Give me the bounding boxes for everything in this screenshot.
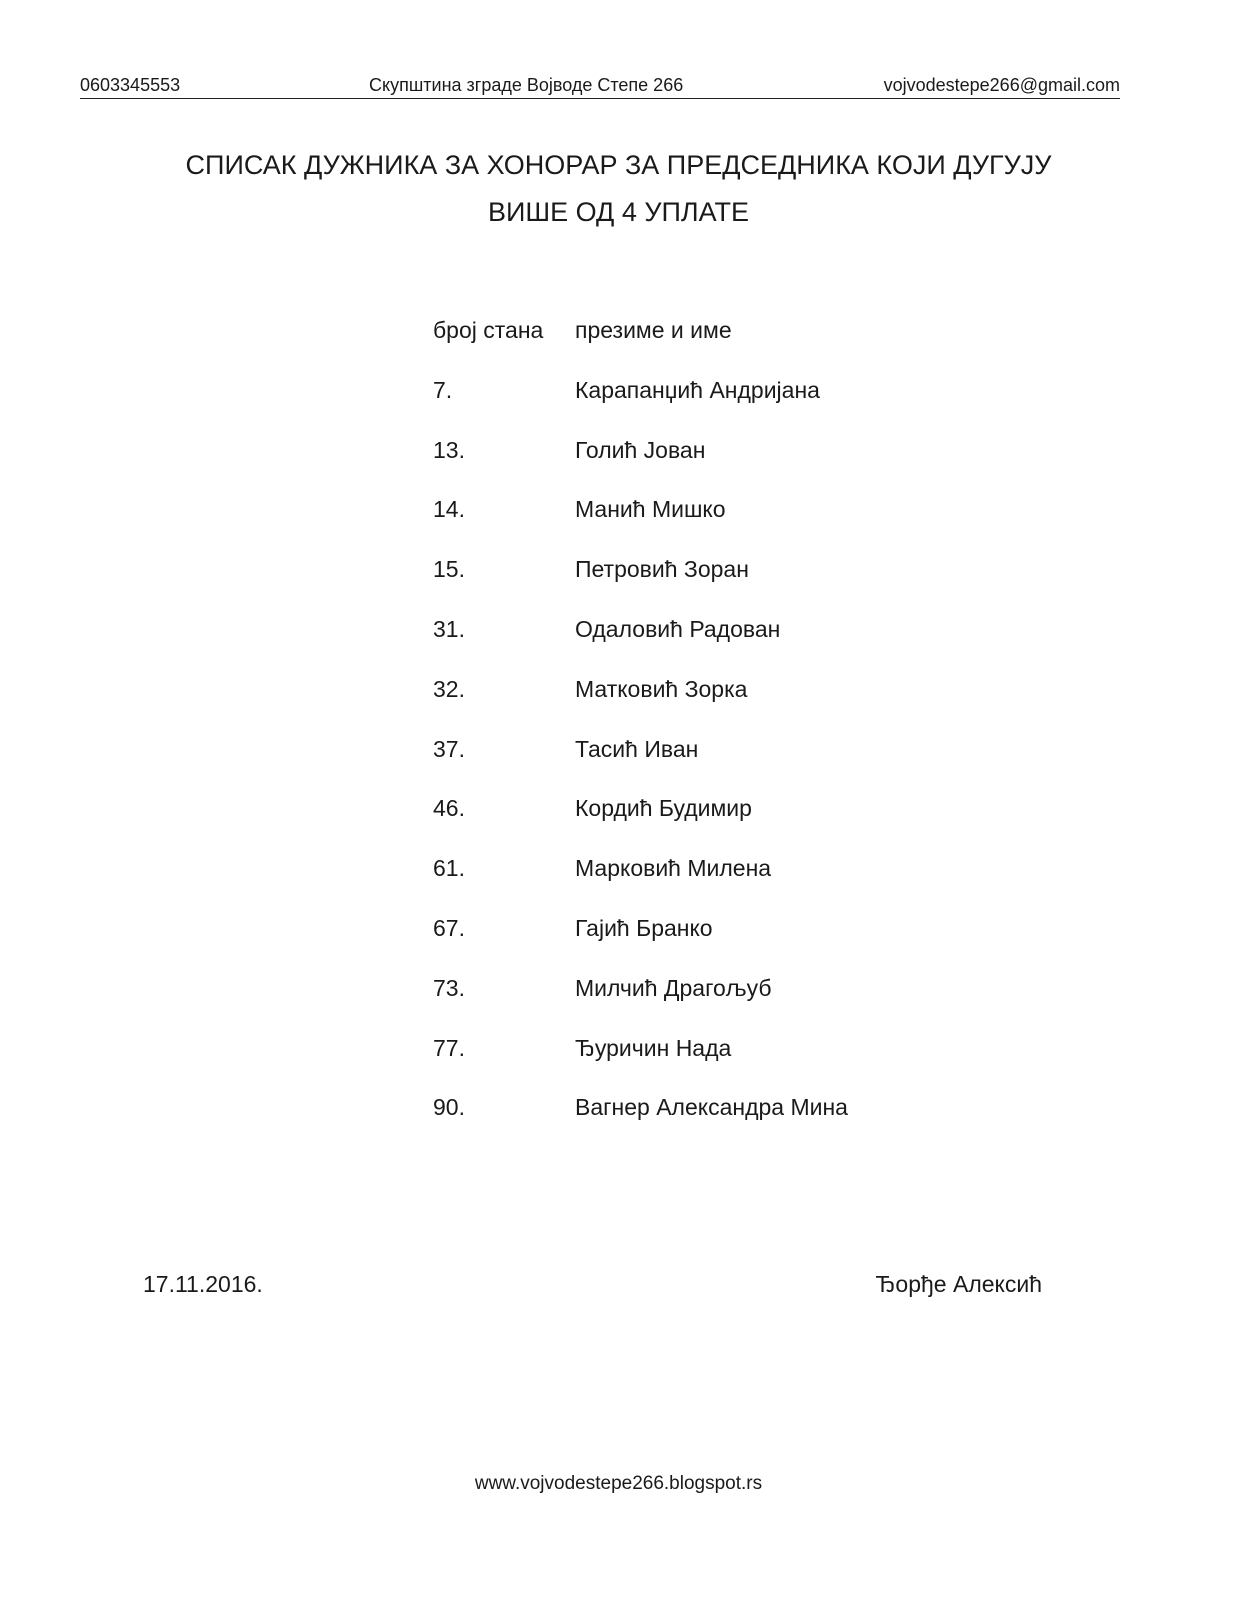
apartment-number: 32. [433,675,465,702]
debtor-name: Вагнер Александра Мина [575,1094,848,1121]
header-assembly: Скупштина зграде Војводе Степе 266 [369,75,684,95]
debtor-name: Кордић Будимир [575,795,752,822]
debtor-name: Карапанџић Андријана [575,376,820,403]
table-row [433,555,953,615]
table-row [433,495,953,555]
document-title-line-1: СПИСАК ДУЖНИКА ЗА ХОНОРАР ЗА ПРЕДСЕДНИКА КОЈИ ДУГУЈУ [185,150,1052,180]
table-row [433,1034,953,1094]
apartment-number: 90. [433,1094,465,1121]
table-header-row [433,316,953,376]
table-row [433,436,953,496]
debtor-name: Марковић Милена [575,855,772,882]
debtor-name: Ђуричин Нада [575,1034,732,1061]
header-email: vojvodestepe266@gmail.com [883,75,1120,95]
apartment-number: 14. [433,496,465,523]
apartment-number: 31. [433,615,465,642]
debtor-name: Тасић Иван [575,735,699,762]
apartment-number: 67. [433,914,465,941]
apartment-number: 15. [433,556,465,583]
document-date: 17.11.2016. [143,1271,263,1297]
column-header-apartment: број стана [433,317,544,343]
page-header [80,74,1120,99]
debtors-table [433,316,953,1153]
table-row [433,974,953,1034]
debtor-name: Гајић Бранко [575,914,713,941]
debtor-name: Матковић Зорка [575,675,748,702]
column-header-name: презиме и име [575,317,732,343]
table-row [433,615,953,675]
table-row [433,794,953,854]
debtor-name: Одаловић Радован [575,615,781,642]
header-phone: 0603345553 [80,75,181,95]
document-title-line-2: ВИШЕ ОД 4 УПЛАТЕ [487,197,750,227]
table-row [433,914,953,974]
table-row [433,1093,953,1153]
apartment-number: 46. [433,795,465,822]
debtor-name: Петровић Зоран [575,556,749,583]
website-url: www.vojvodestepe266.blogspot.rs [474,1473,763,1494]
apartment-number: 77. [433,1034,465,1061]
table-row [433,376,953,436]
apartment-number: 37. [433,735,465,762]
apartment-number: 13. [433,436,465,463]
table-row [433,675,953,735]
apartment-number: 7. [433,376,453,403]
signatory-name: Ђорђе Алексић [875,1271,1042,1297]
table-row [433,854,953,914]
table-row [433,735,953,795]
debtor-name: Милчић Драгољуб [575,974,772,1001]
apartment-number: 61. [433,855,465,882]
apartment-number: 73. [433,974,465,1001]
debtor-name: Голић Јован [575,436,706,463]
debtor-name: Манић Мишко [575,496,726,523]
